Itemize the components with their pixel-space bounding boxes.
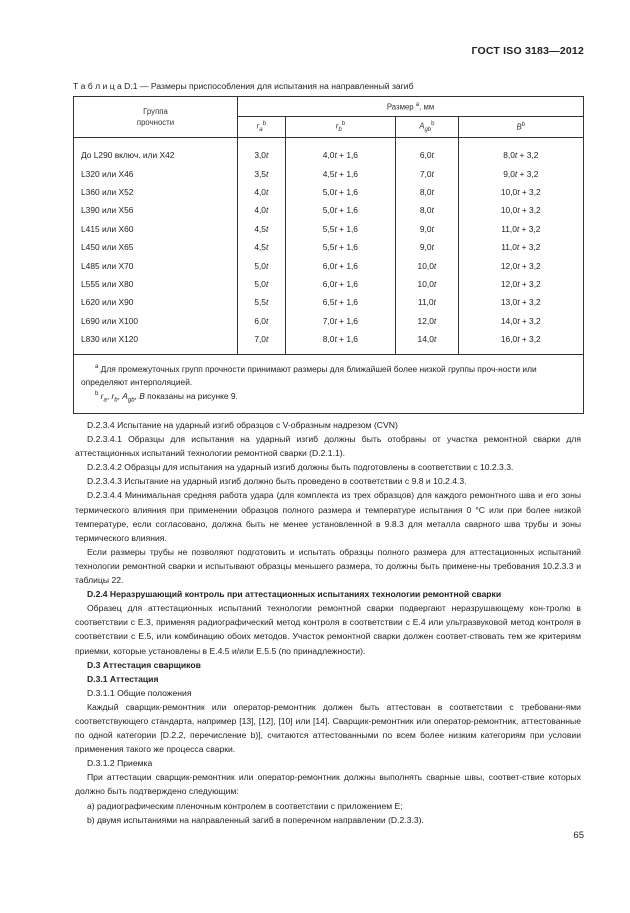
thickness-symbol: t [334,150,337,161]
thickness-symbol: t [334,242,337,253]
strength-group: L360 или X52 [74,183,238,201]
cell-value: 7,0 [419,168,432,179]
note-a-text: Для промежуточных групп прочности принимают размеры для ближайшей более низкой группы проч-ности или определяют интерполяцией. [81,364,537,387]
thickness-symbol: t [334,223,337,234]
thickness-symbol: t [517,297,520,308]
column-superscript: b [262,120,266,127]
cell-value: 11,0 [501,223,517,234]
table-row [74,312,584,330]
cell-value: 10,0 [500,205,518,216]
note-a [81,361,576,388]
column-symbol: A [419,121,425,131]
cell-addend: + 1,6 [336,186,358,197]
cell-value: 8,0 [322,334,335,345]
cell-value: 6,0 [254,315,266,326]
thickness-symbol: t [517,278,520,289]
cell-agb [396,238,458,256]
cell-value: 4,0 [322,150,335,161]
cell-b [458,312,583,330]
cell-value: 7,0 [322,315,335,326]
column-header [458,117,583,138]
table-row [74,164,584,182]
table-row [74,138,584,165]
cell-value: 5,5 [322,242,335,253]
cell-value: 14,0 [500,315,518,326]
cell-value: 16,0 [500,334,518,345]
cell-value: 8,0 [419,205,432,216]
cell-value: 4,5 [322,168,335,179]
cell-value: 3,5 [254,168,266,179]
thickness-symbol: t [265,334,269,345]
strength-group: L450 или X65 [74,238,238,256]
cell-value: 4,5 [254,223,266,234]
cell-b [458,293,583,311]
strength-group: L830 или X120 [74,330,238,355]
cell-agb [396,138,458,165]
thickness-symbol: t [265,278,269,289]
column-superscript: b [431,120,435,127]
thickness-symbol: t [265,315,269,326]
note-b-symbol: A [122,390,128,401]
note-b-symbol: r [111,390,115,401]
cell-rb [285,330,396,355]
cell-rb [285,293,396,311]
thickness-symbol: t [517,260,520,271]
cell-ra [238,293,286,311]
thickness-symbol: t [517,205,520,216]
cell-value: 4,0 [254,205,266,216]
cell-ra [238,183,286,201]
thickness-symbol: t [265,297,269,308]
thickness-symbol: t [431,186,434,197]
cell-addend: + 1,6 [336,168,358,179]
cell-rb [285,138,396,165]
cell-addend: + 1,6 [336,150,358,161]
cell-addend: + 1,6 [336,260,358,271]
paragraph: D.2.3.4 Испытание на ударный изгиб образцов с V-образным надрезом (CVN) [87,420,398,430]
paragraph: D.2.3.4.1 Образцы для испытания на ударный изгиб должны быть отобраны от участка ремонтной сварки для аттестационных испытаний технологии ремонтной сварки (D.2.1.1). [75,434,581,459]
cell-rb [285,201,396,219]
paragraph: a) радиографическим пленочным контролем в соответствии с приложением Е; [87,800,403,811]
column-subscript: gb [424,127,432,134]
cell-value: 10,0 [417,260,434,271]
thickness-symbol: t [514,168,518,179]
thickness-symbol: t [334,205,337,216]
cell-rb [285,312,396,330]
thickness-symbol: t [265,205,269,216]
cell-b [458,330,583,355]
thickness-symbol: t [433,315,437,326]
thickness-symbol: t [431,223,434,234]
cell-rb [285,220,396,238]
cell-value: 9,0 [419,223,432,234]
cell-rb [285,183,396,201]
size-header-label: Размер [386,102,416,112]
strength-group: L620 или X90 [74,293,238,311]
thickness-symbol: t [433,260,437,271]
cell-agb [396,256,458,274]
size-header [238,97,584,117]
paragraph: D.2.3.4.2 Образцы для испытания на ударный изгиб должны быть подготовлены в соответствии с 10.2.3.3. [87,462,514,473]
notes-row [74,355,584,414]
note-b: $^b$ $r_a$, $r_b$, $A_{gb}$, B показаны на рисунке 9. [95,390,238,404]
paragraph: D.3.1.2 Приемка [87,758,153,769]
thickness-symbol: t [334,334,337,345]
cell-b [458,201,583,219]
cell-value: 8,0 [503,150,515,161]
cell-b [458,164,583,182]
thickness-symbol: t [265,242,269,253]
cell-addend: + 1,6 [336,242,358,253]
thickness-symbol: t [265,150,269,161]
note-b-symbol: r [100,390,104,401]
cell-value: 4,5 [254,242,266,253]
page-number: 65 [573,830,584,841]
cell-value: 9,0 [503,168,515,179]
cell-value: 9,0 [419,242,432,253]
size-header-sup: a [415,101,420,108]
cell-agb [396,275,458,293]
cell-addend: + 1,6 [336,223,358,234]
table-row [74,238,584,256]
strength-group: L320 или X46 [74,164,238,182]
cell-addend: + 3,2 [519,223,541,234]
cell-ra [238,256,286,274]
thickness-symbol: t [517,334,520,345]
thickness-symbol: t [334,168,337,179]
cell-b [458,138,583,165]
cell-rb [285,164,396,182]
thickness-symbol: t [517,315,520,326]
cell-value: 8,0 [419,186,432,197]
cell-rb [285,256,396,274]
cell-value: 5,0 [322,205,335,216]
cell-addend: + 3,2 [517,150,539,161]
table-notes [74,355,584,414]
group-header-label: Группа прочности [136,107,175,127]
cell-value: 5,0 [254,260,266,271]
strength-group: L690 или X100 [74,312,238,330]
cell-value: 11,0 [417,297,434,308]
thickness-symbol: t [334,278,337,289]
cell-agb [396,330,458,355]
paragraph: D.3.1.1 Общие положения [87,687,192,698]
cell-value: 11,0 [501,242,517,253]
column-subscript: a [259,127,263,134]
cell-value: 7,0 [254,334,266,345]
cell-agb [396,164,458,182]
cell-addend: + 3,2 [519,260,541,271]
document-id: ГОСТ ISO 3183—2012 [471,45,584,57]
note-b-mark: b [95,391,99,398]
column-superscript: b [521,122,526,129]
cell-agb [396,220,458,238]
thickness-symbol: t [334,260,337,271]
cell-addend: + 3,2 [519,242,541,253]
section-heading: D.3.1 Аттестация [87,673,159,684]
thickness-symbol: t [433,278,437,289]
section-heading: D.3 Аттестация сварщиков [87,659,201,670]
thickness-symbol: t [514,150,518,161]
cell-agb [396,312,458,330]
paragraph: При аттестации сварщик-ремонтник или оператор-ремонтник должны выполнять сварные швы, соответ-ствие которых должно быть подтверждено следующим: [75,772,581,797]
table-caption: Т а б л и ц а D.1 — Размеры приспособления для испытания на направленный загиб [73,81,414,91]
cell-value: 10,0 [417,278,434,289]
cell-b [458,183,583,201]
cell-ra [238,238,286,256]
column-superscript: b [341,120,346,127]
cell-value: 12,0 [417,315,434,326]
note-b-subscript: a [103,397,107,404]
cell-value: 6,0 [419,150,432,161]
cell-value: 3,0 [254,150,266,161]
column-header [238,117,286,138]
thickness-symbol: t [334,186,337,197]
cell-value: 5,5 [254,297,266,308]
column-header [285,117,396,138]
cell-addend: + 3,2 [519,297,541,308]
table-row [74,220,584,238]
cell-value: 5,5 [322,223,335,234]
cell-b [458,256,583,274]
paragraph: b) двумя испытаниями на направленный загиб в поперечном направлении (D.2.3.3). [87,814,424,825]
cell-addend: + 3,2 [519,278,541,289]
cell-agb [396,183,458,201]
thickness-symbol: t [431,150,434,161]
paragraph: D.2.3.4.4 Минимальная средняя работа удара (для комплекта из трех образцов) для каждого ремонтного шва и его зоны термического влияния при применении образцов полного размера и температуре испытания 0 °С или при более низкой температуре, если согласовано, должна быть не менее установленной в 9.8.3 для металла сварного шва трубы и зоны термического влияния. [75,490,581,543]
note-b-subscript: b [114,397,118,404]
cell-ra [238,138,286,165]
cell-addend: + 3,2 [519,334,541,345]
cell-ra [238,330,286,355]
thickness-symbol: t [334,315,337,326]
strength-group: L485 или X70 [74,256,238,274]
note-a-mark: a [95,364,99,371]
strength-group: L390 или X56 [74,201,238,219]
cell-agb [396,293,458,311]
note-b-subscript: gb [127,397,135,404]
cell-addend: + 1,6 [336,334,358,345]
cell-ra [238,275,286,293]
cell-agb [396,201,458,219]
thickness-symbol: t [265,168,269,179]
cell-addend: + 3,2 [519,315,541,326]
cell-ra [238,201,286,219]
thickness-symbol: t [431,242,434,253]
cell-addend: + 1,6 [336,278,358,289]
cell-ra [238,220,286,238]
cell-addend: + 3,2 [519,205,541,216]
thickness-symbol: t [433,334,437,345]
note-b-text: показаны на рисунке 9. [144,390,238,401]
dimensions-table [73,96,584,414]
cell-value: 12,0 [500,260,518,271]
cell-value: 6,0 [322,260,335,271]
cell-addend: + 1,6 [336,315,358,326]
cell-value: 6,5 [322,297,335,308]
cell-value: 10,0 [500,186,518,197]
paragraph: Образец для аттестационных испытаний технологии ремонтной сварки подвергают неразрушающему кон-тролю в соответствии с Е.3, применяя радиографический метод контроля в соответствии с Е.4 или ультразвуковой метод контроля в соответствии с Е.5, или комбинацию обоих методов. Участок ремонтной сварки должен соответ-ствовать тем же критериям приемки, которые установлены в Е.4.5 и/или Е.5.5 (по принадлежности). [75,603,581,656]
thickness-symbol: t [334,297,337,308]
column-symbol: r [256,121,260,131]
cell-addend: + 1,6 [336,205,358,216]
thickness-symbol: t [265,186,269,197]
thickness-symbol: t [265,260,269,271]
cell-value: 14,0 [417,334,434,345]
strength-group: До L290 включ. или X42 [74,138,238,165]
cell-value: 12,0 [500,278,518,289]
thickness-symbol: t [265,223,269,234]
thickness-symbol: t [516,242,520,253]
cell-value: 13,0 [500,297,518,308]
table-row [74,256,584,274]
cell-value: 5,0 [322,186,335,197]
thickness-symbol: t [431,205,434,216]
section-heading: D.2.4 Неразрушающий контроль при аттестационных испытаниях технологии ремонтной сварки [87,589,502,600]
cell-addend: + 1,6 [336,297,358,308]
column-header [396,117,458,138]
table-row [74,183,584,201]
cell-b [458,238,583,256]
thickness-symbol: t [517,186,520,197]
cell-addend: + 3,2 [519,186,541,197]
table-row [74,330,584,355]
column-symbol: r [335,121,339,131]
paragraph: Каждый сварщик-ремонтник или оператор-ремонтник должен быть аттестован в соответствии с требовани-ями соответствующего стандарта, например [13], [12], [10] или [14]. Сварщик-ремонтник или оператор-ремонтник, аттестованные по одной категории [D.2.2, перечисление b)], считаются аттестованными по всем более низким категориям при условии применения такого же процесса сварки. [75,701,581,755]
column-subscript: b [338,127,342,134]
cell-rb [285,238,396,256]
paragraph: Если размеры трубы не позволяют подготовить и испытать образцы полного размера для аттестационных испытаний технологии ремонтной сварки и испытывают образцы меньшего размера, то должны быть примене-ны требования 10.2.3.3 и таблицы 22. [75,546,581,586]
size-header-unit: , мм [419,102,435,112]
table-row [74,275,584,293]
cell-addend: + 3,2 [517,168,539,179]
column-symbol: B [516,122,522,132]
cell-b [458,220,583,238]
note-b-symbol: B [139,390,145,401]
strength-group: L555 или X80 [74,275,238,293]
table-row [74,293,584,311]
cell-value: 5,0 [254,278,266,289]
paragraph: D.2.3.4.3 Испытание на ударный изгиб должно быть проведено в соответствии с 9.8 и 10.2.4.3. [87,476,467,487]
thickness-symbol: t [516,223,520,234]
table-row [74,201,584,219]
cell-rb [285,275,396,293]
cell-value: 6,0 [322,278,335,289]
cell-ra [238,312,286,330]
cell-b [458,275,583,293]
cell-ra [238,164,286,182]
cell-value: 4,0 [254,186,266,197]
group-header [74,97,238,138]
strength-group: L415 или X60 [74,220,238,238]
thickness-symbol: t [433,297,436,308]
thickness-symbol: t [431,168,434,179]
body-text [75,418,581,827]
